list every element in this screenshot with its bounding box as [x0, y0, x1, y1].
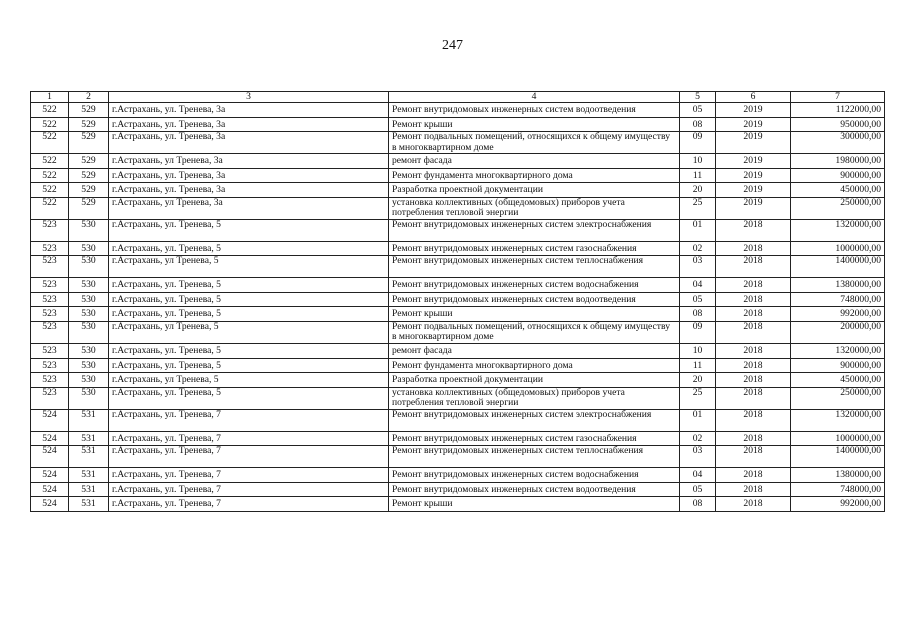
table-row	[31, 241, 885, 256]
cell-year: 2018	[716, 373, 791, 388]
cell-record-number: 530	[69, 358, 109, 373]
cell-work-type: Ремонт внутридомовых инженерных систем теплоснабжения	[389, 446, 680, 468]
cell-year: 2018	[716, 431, 791, 446]
column-header-6: 6	[716, 92, 791, 103]
table-row	[31, 307, 885, 322]
cell-record-number: 530	[69, 219, 109, 241]
cell-building-number: 522	[31, 132, 69, 154]
cell-record-number: 530	[69, 321, 109, 343]
cell-work-code: 09	[680, 321, 716, 343]
cell-work-type: Разработка проектной документации	[389, 373, 680, 388]
cell-address: г.Астрахань, ул. Тренева, 3а	[109, 183, 389, 198]
cell-record-number: 529	[69, 154, 109, 169]
cell-cost: 1320000,00	[791, 219, 885, 241]
cell-work-code: 02	[680, 431, 716, 446]
column-header-2: 2	[69, 92, 109, 103]
cell-address: г.Астрахань, ул Тренева, 5	[109, 321, 389, 343]
cell-cost: 1122000,00	[791, 103, 885, 118]
cell-cost: 450000,00	[791, 183, 885, 198]
table-row	[31, 497, 885, 512]
cell-work-code: 04	[680, 468, 716, 483]
cell-record-number: 530	[69, 344, 109, 359]
cell-year: 2018	[716, 409, 791, 431]
cell-work-type: Ремонт внутридомовых инженерных систем водоотведения	[389, 482, 680, 497]
cell-building-number: 523	[31, 219, 69, 241]
cell-building-number: 524	[31, 497, 69, 512]
cell-cost: 1380000,00	[791, 468, 885, 483]
cell-cost: 1000000,00	[791, 241, 885, 256]
cell-address: г.Астрахань, ул. Тренева, 7	[109, 431, 389, 446]
cell-cost: 992000,00	[791, 497, 885, 512]
cell-record-number: 529	[69, 197, 109, 219]
cell-address: г.Астрахань, ул. Тренева, 5	[109, 241, 389, 256]
cell-address: г.Астрахань, ул Тренева, 3а	[109, 197, 389, 219]
table-row	[31, 482, 885, 497]
table-row	[31, 409, 885, 431]
cell-record-number: 529	[69, 168, 109, 183]
cell-address: г.Астрахань, ул. Тренева, 5	[109, 344, 389, 359]
cell-year: 2018	[716, 468, 791, 483]
table-row	[31, 321, 885, 343]
header-row	[31, 92, 885, 103]
cell-work-code: 11	[680, 168, 716, 183]
cell-year: 2018	[716, 241, 791, 256]
cell-cost: 748000,00	[791, 482, 885, 497]
cell-building-number: 522	[31, 168, 69, 183]
cell-year: 2018	[716, 256, 791, 278]
cell-record-number: 529	[69, 183, 109, 198]
cell-work-type: Ремонт внутридомовых инженерных систем электроснабжения	[389, 219, 680, 241]
cell-work-type: Ремонт фундамента многоквартирного дома	[389, 168, 680, 183]
cell-work-type: Ремонт внутридомовых инженерных систем водоотведения	[389, 292, 680, 307]
cell-work-code: 08	[680, 497, 716, 512]
cell-building-number: 524	[31, 431, 69, 446]
cell-cost: 1000000,00	[791, 431, 885, 446]
cell-work-type: ремонт фасада	[389, 344, 680, 359]
cell-record-number: 531	[69, 482, 109, 497]
cell-year: 2018	[716, 387, 791, 409]
cell-record-number: 531	[69, 468, 109, 483]
column-header-7: 7	[791, 92, 885, 103]
cell-building-number: 522	[31, 197, 69, 219]
cell-work-code: 10	[680, 154, 716, 169]
cell-address: г.Астрахань, ул. Тренева, 3а	[109, 103, 389, 118]
cell-cost: 1400000,00	[791, 256, 885, 278]
cell-work-type: установка коллективных (общедомовых) приборов учета потребления тепловой энергии	[389, 387, 680, 409]
cell-year: 2019	[716, 103, 791, 118]
cell-building-number: 522	[31, 117, 69, 132]
cell-building-number: 523	[31, 278, 69, 293]
cell-record-number: 530	[69, 256, 109, 278]
cell-work-type: Ремонт внутридомовых инженерных систем электроснабжения	[389, 409, 680, 431]
table-row	[31, 103, 885, 118]
cell-work-type: Ремонт подвальных помещений, относящихся к общему имуществу в многоквартирном доме	[389, 321, 680, 343]
cell-work-code: 25	[680, 387, 716, 409]
cell-building-number: 522	[31, 103, 69, 118]
cell-work-code: 08	[680, 117, 716, 132]
table-row	[31, 168, 885, 183]
cell-work-type: Ремонт крыши	[389, 497, 680, 512]
cell-year: 2018	[716, 497, 791, 512]
table-row	[31, 197, 885, 219]
cell-work-type: Ремонт крыши	[389, 117, 680, 132]
cell-address: г.Астрахань, ул. Тренева, 5	[109, 219, 389, 241]
cell-cost: 300000,00	[791, 132, 885, 154]
cell-building-number: 524	[31, 409, 69, 431]
cell-address: г.Астрахань, ул. Тренева, 7	[109, 482, 389, 497]
table-row	[31, 358, 885, 373]
cell-year: 2018	[716, 344, 791, 359]
cell-work-type: установка коллективных (общедомовых) приборов учета потребления тепловой энергии	[389, 197, 680, 219]
cell-year: 2018	[716, 321, 791, 343]
cell-record-number: 529	[69, 103, 109, 118]
cell-work-code: 03	[680, 446, 716, 468]
cell-work-type: Ремонт внутридомовых инженерных систем газоснабжения	[389, 431, 680, 446]
cell-address: г.Астрахань, ул. Тренева, 3а	[109, 168, 389, 183]
cell-record-number: 529	[69, 132, 109, 154]
cell-record-number: 531	[69, 446, 109, 468]
cell-address: г.Астрахань, ул. Тренева, 3а	[109, 117, 389, 132]
cell-work-code: 01	[680, 219, 716, 241]
cell-year: 2019	[716, 132, 791, 154]
cell-work-code: 11	[680, 358, 716, 373]
table-row	[31, 256, 885, 278]
cell-work-type: Ремонт внутридомовых инженерных систем водоснабжения	[389, 468, 680, 483]
cell-building-number: 523	[31, 256, 69, 278]
table-row	[31, 468, 885, 483]
column-header-5: 5	[680, 92, 716, 103]
cell-year: 2019	[716, 117, 791, 132]
cell-address: г.Астрахань, ул. Тренева, 7	[109, 497, 389, 512]
cell-building-number: 523	[31, 292, 69, 307]
cell-work-code: 20	[680, 183, 716, 198]
cell-address: г.Астрахань, ул. Тренева, 5	[109, 278, 389, 293]
column-header-1: 1	[31, 92, 69, 103]
cell-cost: 250000,00	[791, 197, 885, 219]
cell-year: 2018	[716, 219, 791, 241]
table-row	[31, 154, 885, 169]
cell-cost: 992000,00	[791, 307, 885, 322]
cell-work-code: 02	[680, 241, 716, 256]
cell-record-number: 531	[69, 497, 109, 512]
cell-record-number: 530	[69, 292, 109, 307]
cell-cost: 1980000,00	[791, 154, 885, 169]
table-row	[31, 183, 885, 198]
cell-year: 2018	[716, 278, 791, 293]
cell-year: 2019	[716, 197, 791, 219]
cell-work-type: Ремонт фундамента многоквартирного дома	[389, 358, 680, 373]
cell-cost: 900000,00	[791, 358, 885, 373]
cell-record-number: 530	[69, 241, 109, 256]
cell-record-number: 530	[69, 373, 109, 388]
cell-record-number: 531	[69, 431, 109, 446]
cell-building-number: 522	[31, 154, 69, 169]
cell-building-number: 524	[31, 468, 69, 483]
cell-cost: 950000,00	[791, 117, 885, 132]
cell-work-code: 01	[680, 409, 716, 431]
cell-address: г.Астрахань, ул. Тренева, 5	[109, 387, 389, 409]
cell-cost: 900000,00	[791, 168, 885, 183]
cell-cost: 450000,00	[791, 373, 885, 388]
cell-address: г.Астрахань, ул. Тренева, 7	[109, 446, 389, 468]
cell-work-code: 08	[680, 307, 716, 322]
cell-cost: 1320000,00	[791, 344, 885, 359]
cell-cost: 748000,00	[791, 292, 885, 307]
cell-cost: 1380000,00	[791, 278, 885, 293]
cell-cost: 1320000,00	[791, 409, 885, 431]
cell-address: г.Астрахань, ул. Тренева, 3а	[109, 132, 389, 154]
cell-year: 2018	[716, 446, 791, 468]
cell-building-number: 523	[31, 241, 69, 256]
cell-work-code: 05	[680, 103, 716, 118]
cell-record-number: 529	[69, 117, 109, 132]
table-row	[31, 373, 885, 388]
cell-year: 2019	[716, 154, 791, 169]
repair-registry-table	[30, 91, 885, 512]
cell-address: г.Астрахань, ул. Тренева, 5	[109, 307, 389, 322]
table-row	[31, 219, 885, 241]
cell-address: г.Астрахань, ул. Тренева, 7	[109, 409, 389, 431]
cell-work-type: Ремонт внутридомовых инженерных систем теплоснабжения	[389, 256, 680, 278]
cell-building-number: 523	[31, 387, 69, 409]
cell-address: г.Астрахань, ул. Тренева, 7	[109, 468, 389, 483]
table-row	[31, 132, 885, 154]
table-row	[31, 278, 885, 293]
cell-work-code: 10	[680, 344, 716, 359]
page-number: 247	[442, 38, 463, 53]
cell-building-number: 523	[31, 307, 69, 322]
cell-record-number: 530	[69, 387, 109, 409]
table-row	[31, 292, 885, 307]
table-row	[31, 431, 885, 446]
cell-work-code: 05	[680, 292, 716, 307]
cell-work-type: ремонт фасада	[389, 154, 680, 169]
cell-work-type: Ремонт внутридомовых инженерных систем водоснабжения	[389, 278, 680, 293]
cell-work-type: Ремонт крыши	[389, 307, 680, 322]
column-header-3: 3	[109, 92, 389, 103]
cell-building-number: 524	[31, 446, 69, 468]
cell-work-type: Ремонт внутридомовых инженерных систем водоотведения	[389, 103, 680, 118]
cell-record-number: 530	[69, 278, 109, 293]
cell-building-number: 524	[31, 482, 69, 497]
cell-work-code: 04	[680, 278, 716, 293]
cell-building-number: 522	[31, 183, 69, 198]
cell-year: 2019	[716, 183, 791, 198]
cell-address: г.Астрахань, ул Тренева, 5	[109, 373, 389, 388]
cell-building-number: 523	[31, 321, 69, 343]
cell-work-code: 09	[680, 132, 716, 154]
table-row	[31, 387, 885, 409]
table-row	[31, 446, 885, 468]
cell-work-type: Ремонт внутридомовых инженерных систем газоснабжения	[389, 241, 680, 256]
cell-work-code: 25	[680, 197, 716, 219]
cell-year: 2019	[716, 168, 791, 183]
cell-work-code: 03	[680, 256, 716, 278]
table-body	[31, 103, 885, 512]
cell-work-type: Разработка проектной документации	[389, 183, 680, 198]
cell-record-number: 531	[69, 409, 109, 431]
cell-year: 2018	[716, 307, 791, 322]
cell-year: 2018	[716, 358, 791, 373]
cell-work-type: Ремонт подвальных помещений, относящихся к общему имуществу в многоквартирном доме	[389, 132, 680, 154]
cell-work-code: 20	[680, 373, 716, 388]
cell-work-code: 05	[680, 482, 716, 497]
cell-cost: 1400000,00	[791, 446, 885, 468]
cell-year: 2018	[716, 482, 791, 497]
cell-building-number: 523	[31, 373, 69, 388]
cell-building-number: 523	[31, 358, 69, 373]
cell-year: 2018	[716, 292, 791, 307]
cell-building-number: 523	[31, 344, 69, 359]
column-header-4: 4	[389, 92, 680, 103]
cell-record-number: 530	[69, 307, 109, 322]
cell-address: г.Астрахань, ул. Тренева, 5	[109, 292, 389, 307]
cell-address: г.Астрахань, ул Тренева, 5	[109, 256, 389, 278]
cell-address: г.Астрахань, ул Тренева, 3а	[109, 154, 389, 169]
table-row	[31, 117, 885, 132]
table-row	[31, 344, 885, 359]
cell-cost: 200000,00	[791, 321, 885, 343]
cell-cost: 250000,00	[791, 387, 885, 409]
cell-address: г.Астрахань, ул. Тренева, 5	[109, 358, 389, 373]
